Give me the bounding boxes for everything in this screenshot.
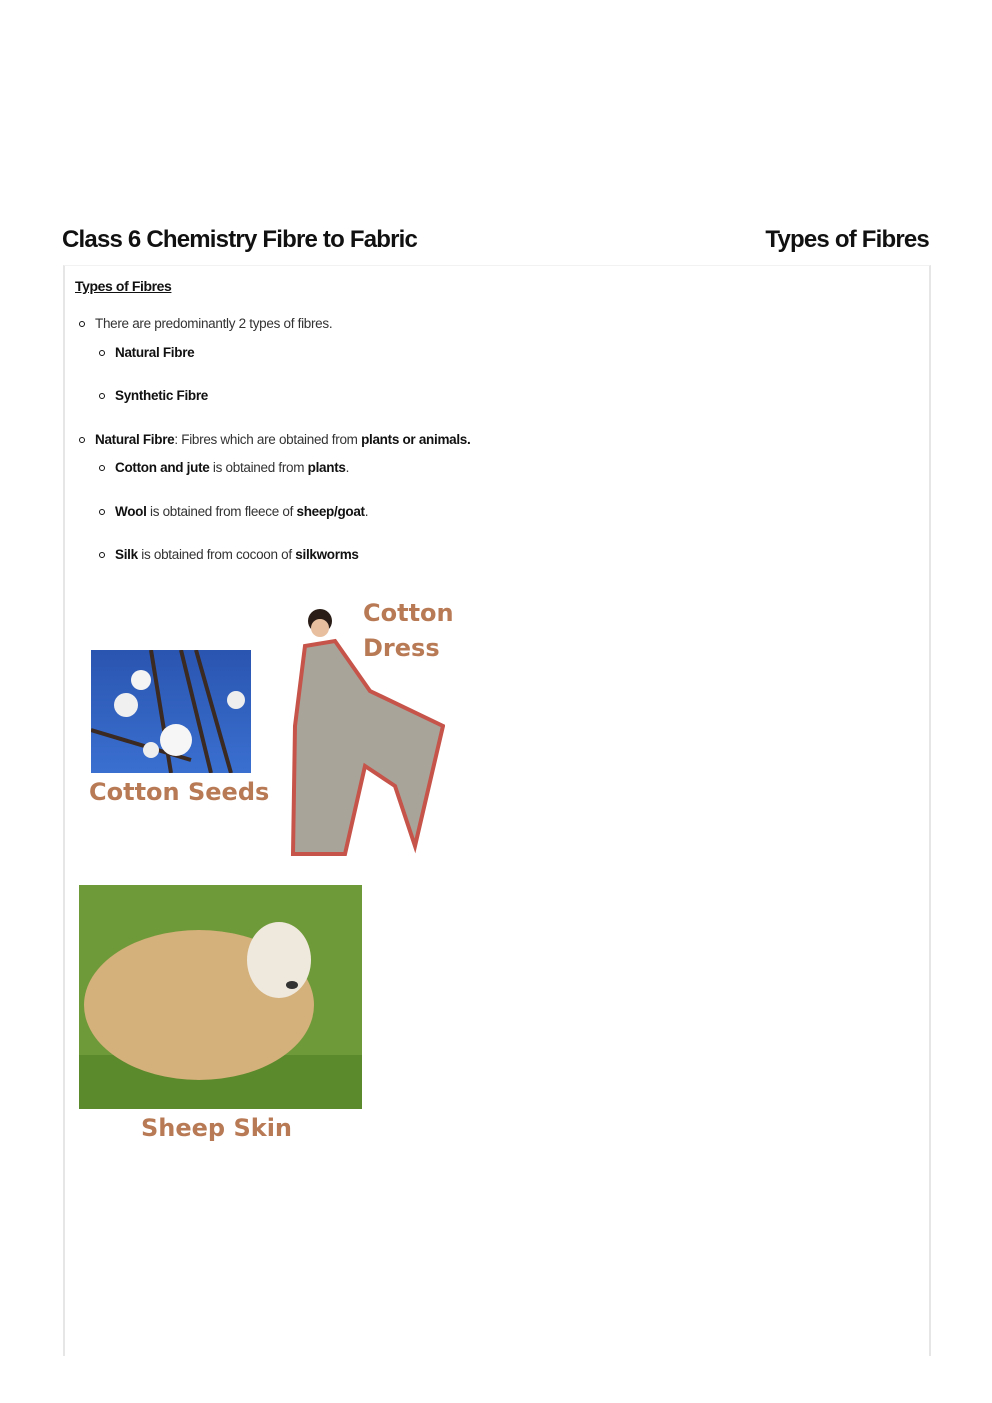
cotton-dress-caption-line1: Cotton (363, 599, 454, 627)
section-title: Types of Fibres (765, 226, 929, 253)
list-item (115, 504, 368, 519)
section-heading: Types of Fibres (75, 278, 172, 294)
term: Wool (115, 504, 147, 519)
list-item (115, 460, 349, 475)
text: is obtained from cocoon of (137, 547, 296, 562)
list-item (115, 345, 194, 360)
text: is obtained from (209, 460, 308, 475)
term: Silk (115, 547, 138, 562)
text: is obtained from fleece of (146, 504, 297, 519)
cotton-seeds-caption: Cotton Seeds (89, 778, 270, 806)
bold-text: sheep/goat (296, 504, 365, 519)
fibre-type: Natural Fibre (115, 345, 195, 360)
list-item (115, 388, 208, 403)
bold-text: plants (307, 460, 346, 475)
document-title: Class 6 Chemistry Fibre to Fabric (62, 226, 418, 253)
content-card (63, 265, 931, 1356)
bold-text: plants or animals. (361, 432, 471, 447)
text: . (364, 504, 369, 519)
list-item (95, 432, 470, 447)
cotton-dress-caption-line2: Dress (363, 634, 440, 662)
text: . (345, 460, 350, 475)
sheep-skin-caption: Sheep Skin (141, 1114, 293, 1142)
list-item (115, 547, 359, 562)
fibre-type: Synthetic Fibre (115, 388, 209, 403)
text: : Fibres which are obtained from (174, 432, 362, 447)
cotton-seeds-image (91, 650, 251, 773)
bold-text: silkworms (295, 547, 359, 562)
term: Cotton and jute (115, 460, 210, 475)
term: Natural Fibre (95, 432, 175, 447)
list-item: There are predominantly 2 types of fibres. (95, 316, 333, 331)
sheep-image (79, 885, 362, 1109)
